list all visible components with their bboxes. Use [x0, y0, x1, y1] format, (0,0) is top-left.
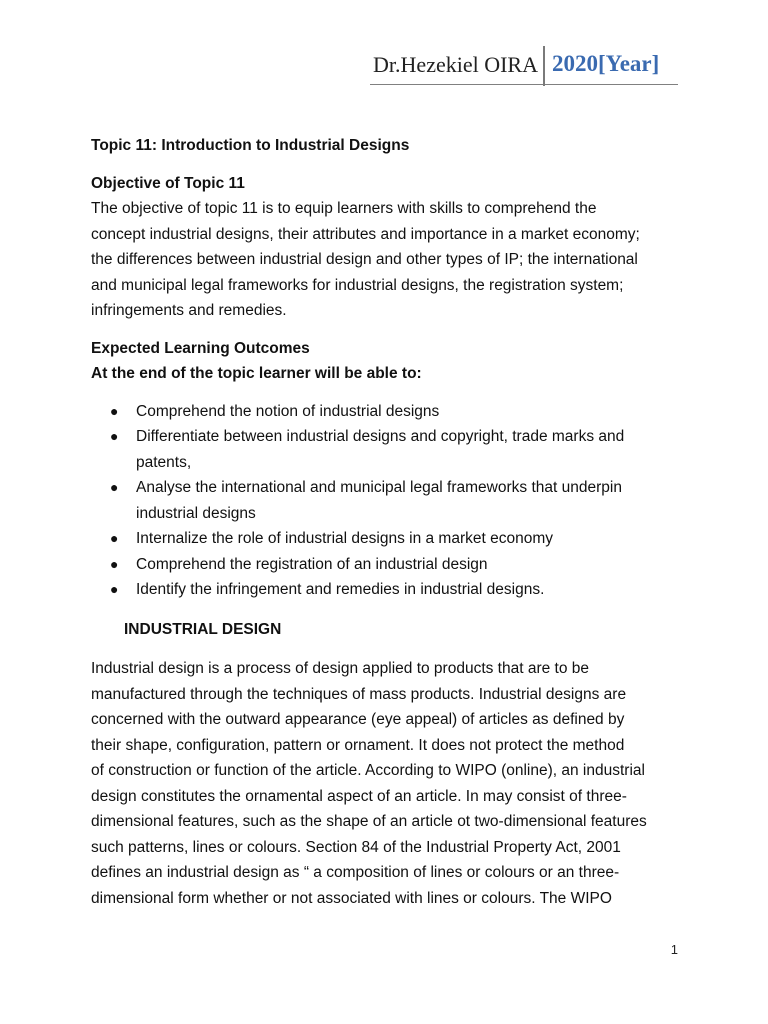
list-item-text: Comprehend the notion of industrial designs: [136, 402, 440, 420]
section-line: concerned with the outward appearance (eye appeal) of articles as defined by: [91, 711, 625, 728]
spacer: [91, 159, 691, 171]
bullet-icon: ●: [110, 479, 119, 495]
section-line: manufactured through the techniques of mass products. Industrial designs are: [91, 685, 627, 703]
list-item-text: Analyse the international and municipal legal frameworks that underpin: [136, 479, 622, 496]
outcomes-subheading: At the end of the topic learner will be able to:: [91, 365, 422, 382]
spacer: [91, 603, 691, 617]
bullet-icon: ●: [110, 555, 119, 572]
page-header: [370, 46, 678, 85]
list-item-text: industrial designs: [136, 504, 256, 522]
bullet-icon: ●: [110, 581, 119, 597]
list-item-text: Internalize the role of industrial designs in a market economy: [136, 530, 553, 547]
section-paragraph: [91, 656, 691, 911]
list-item: [91, 552, 691, 578]
header-author: Dr.Hezekiel OIRA: [373, 52, 538, 77]
list-item: [91, 577, 691, 603]
section-line: dimensional form whether or not associated with lines or colours. The WIPO: [91, 889, 612, 907]
section-line: Industrial design is a process of design applied to products that are to be: [91, 660, 590, 677]
objective-line: infringements and remedies.: [91, 302, 287, 319]
bullet-icon: ●: [110, 530, 119, 546]
list-item: [91, 475, 691, 526]
objective-line: concept industrial designs, their attributes and importance in a market economy;: [91, 225, 640, 243]
header-divider: [543, 46, 545, 86]
objective-line: the differences between industrial design and other types of IP; the international: [91, 251, 638, 268]
list-item: [91, 424, 691, 475]
section-line: of construction or function of the article. According to WIPO (online), an industrial: [91, 762, 645, 779]
section-line: dimensional features, such as the shape of an article ot two-dimensional features: [91, 813, 647, 830]
document-body: [91, 133, 691, 911]
outcomes-list: [91, 399, 691, 603]
list-item-text: Comprehend the registration of an industrial design: [136, 555, 488, 573]
page-number: 1: [670, 942, 678, 957]
spacer: [91, 387, 691, 399]
topic-title: Topic 11: Introduction to Industrial Designs: [91, 137, 410, 154]
section-line: defines an industrial design as “ a composition of lines or colours or an three-: [91, 864, 620, 881]
objective-paragraph: [91, 196, 691, 324]
list-item: [91, 526, 691, 552]
list-item-text: Identify the infringement and remedies in industrial designs.: [136, 581, 545, 598]
bullet-icon: ●: [110, 402, 119, 419]
section-line: such patterns, lines or colours. Section 84 of the Industrial Property Act, 2001: [91, 838, 621, 856]
header-year: 2020[Year]: [552, 51, 660, 76]
objective-line: and municipal legal frameworks for industrial designs, the registration system;: [91, 276, 624, 294]
section-heading: INDUSTRIAL DESIGN: [124, 620, 282, 638]
section-line: their shape, configuration, pattern or ornament. It does not protect the method: [91, 736, 625, 754]
spacer: [91, 642, 691, 656]
objective-line: The objective of topic 11 is to equip learners with skills to comprehend the: [91, 200, 597, 217]
list-item: [91, 399, 691, 425]
bullet-icon: ●: [110, 428, 119, 444]
spacer: [91, 324, 691, 336]
objective-heading: Objective of Topic 11: [91, 174, 245, 192]
outcomes-heading: Expected Learning Outcomes: [91, 339, 310, 357]
section-line: design constitutes the ornamental aspect of an article. In may consist of three-: [91, 787, 627, 805]
list-item-text: Differentiate between industrial designs and copyright, trade marks and: [136, 428, 625, 445]
list-item-text: patents,: [136, 453, 192, 471]
